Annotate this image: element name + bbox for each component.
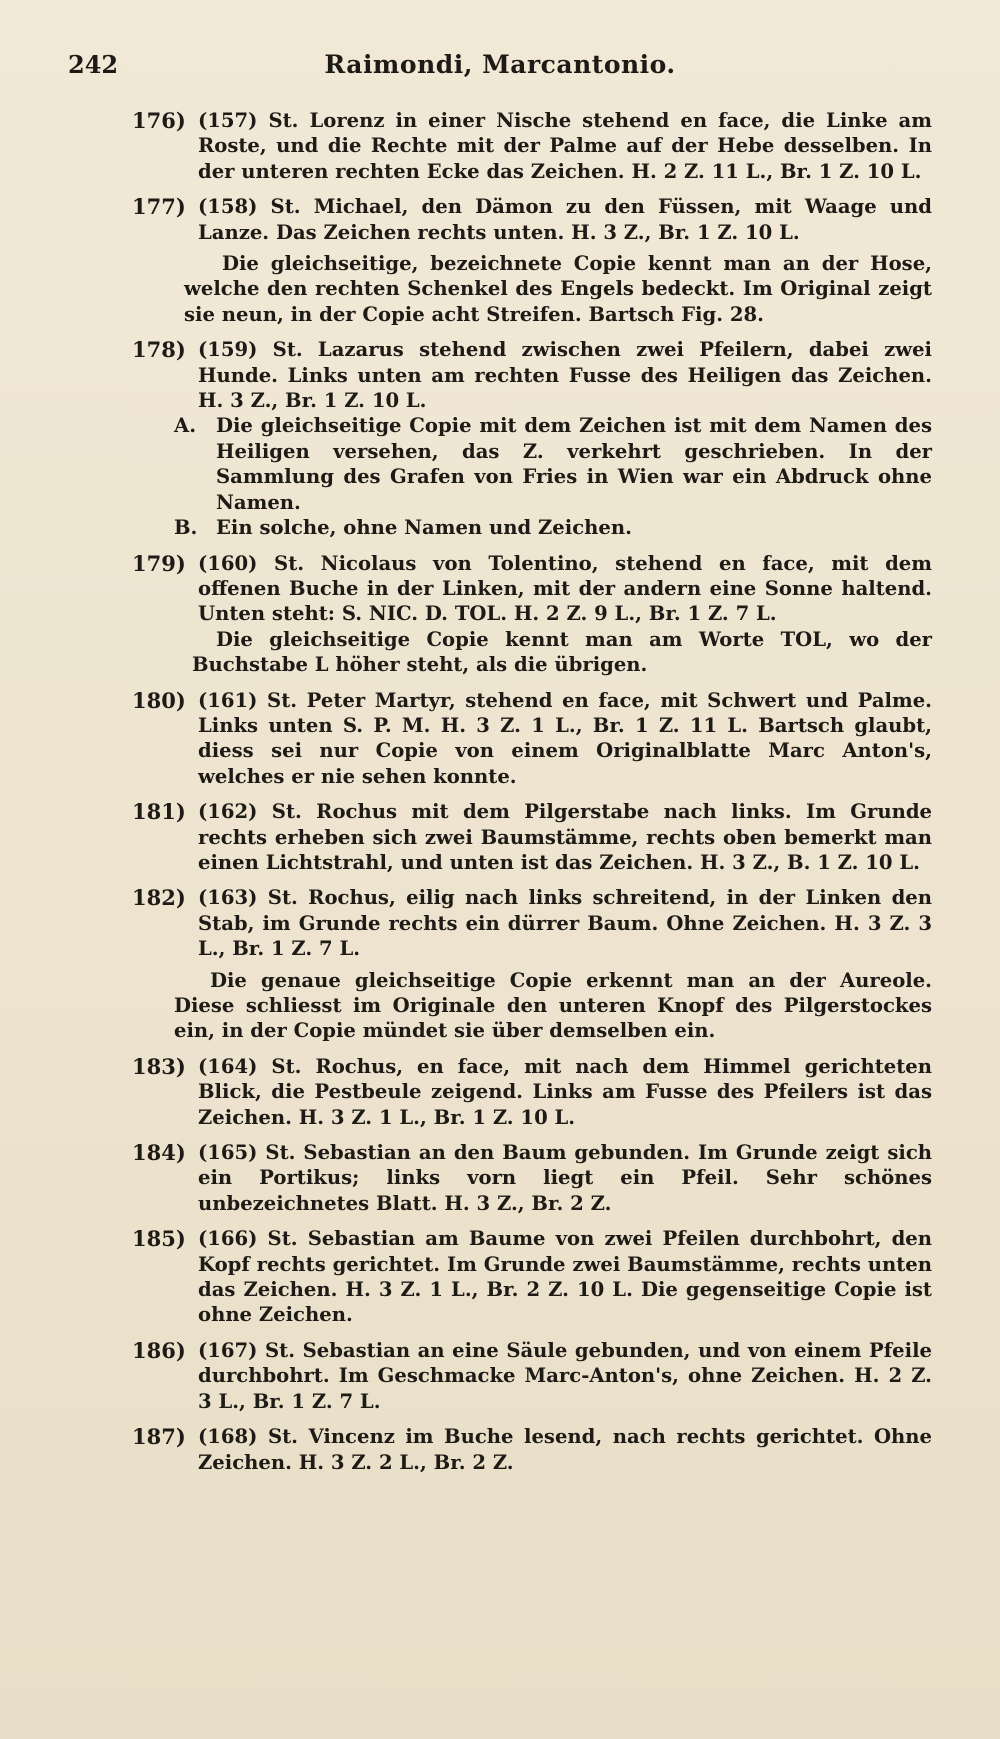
entry-number: 179) <box>132 550 186 576</box>
entry-text: (160) St. Nicolaus von Tolentino, stehend en face, mit dem offenen Buche in der Linken, mit der andern eine Sonne haltend. Unten steht: S. NIC. D. TOL. H. 2 Z. 9 L., Br. 1 Z. 7 L. <box>198 551 932 626</box>
entry-number: 183) <box>132 1053 186 1079</box>
entry-text: (162) St. Rochus mit dem Pilgerstabe nach links. Im Grunde rechts erheben sich zwei Baumstämme, rechts oben bemerkt man einen Lichtstrahl, und unten ist das Zeichen. H. 3 Z., B. 1 Z. 10 L. <box>198 800 932 874</box>
catalogue-entry <box>0 688 1000 790</box>
catalogue-entry <box>0 551 1000 678</box>
entry-text: (166) St. Sebastian am Baume von zwei Pfeilen durchbohrt, den Kopf rechts gerichtet. Im Grunde zwei Baumstämme, rechts unten das Zeichen. H. 3 Z. 1 L., Br. 2 Z. 10 L. Die gegenseitige Copie ist ohne Zeichen. <box>198 1227 932 1327</box>
entry-text: (167) St. Sebastian an eine Säule gebunden, und von einem Pfeile durchbohrt. Im Geschmacke Marc-Anton's, ohne Zeichen. H. 2 Z. 3 L., Br. 1 Z. 7 L. <box>198 1338 932 1413</box>
entry-number: 178) <box>132 337 186 363</box>
entry-text: (158) St. Michael, den Dämon zu den Füssen, mit Waage und Lanze. Das Zeichen rechts unten. H. 3 Z., Br. 1 Z. 10 L. <box>198 195 932 244</box>
entry-note: Die genaue gleichseitige Copie erkennt man an der Aureole. Diese schliesst im Originale den unteren Knopf des Pilgerstockes ein, in der Copie mündet sie über demselben ein. <box>174 968 932 1043</box>
entry-number: 187) <box>132 1424 186 1450</box>
entry-number: 182) <box>132 885 186 911</box>
entry-number: 181) <box>132 799 186 825</box>
variant-label: A. <box>174 414 197 438</box>
entry-text: (161) St. Peter Martyr, stehend en face, mit Schwert und Palme. Links unten S. P. M. H. 3 Z. 1 L., Br. 1 Z. 11 L. Bartsch glaubt, diess sei nur Copie von einem Originalblatte Marc Anton's, welches er nie sehen konnte. <box>198 688 932 788</box>
catalogue-entry <box>0 337 1000 540</box>
entry-text: (165) St. Sebastian an den Baum gebunden. Im Grunde zeigt sich ein Portikus; links vorn liegt ein Pfeil. Sehr schönes unbezeichnetes Blatt. H. 3 Z., Br. 2 Z. <box>198 1141 932 1215</box>
running-title: Raimondi, Marcantonio. <box>324 50 676 79</box>
page-header <box>0 50 1000 90</box>
entry-number: 184) <box>132 1140 186 1166</box>
variant-text: Ein solche, ohne Namen und Zeichen. <box>216 516 632 540</box>
catalogue-entry <box>0 1054 1000 1130</box>
entry-text: (163) St. Rochus, eilig nach links schreitend, in der Linken den Stab, im Grunde rechts ein dürrer Baum. Ohne Zeichen. H. 3 Z. 3 L., Br. 1 Z. 7 L. <box>198 886 932 961</box>
entry-number: 185) <box>132 1226 186 1252</box>
catalogue-entry <box>0 1226 1000 1328</box>
copy-variant <box>174 413 932 515</box>
entry-number: 186) <box>132 1337 186 1363</box>
catalogue-entry <box>0 108 1000 184</box>
entry-text: (168) St. Vincenz im Buche lesend, nach rechts gerichtet. Ohne Zeichen. H. 3 Z. 2 L., Br. 2 Z. <box>198 1425 932 1474</box>
variant-text: Die gleichseitige Copie mit dem Zeichen ist mit dem Namen des Heiligen versehen, das Z. verkehrt geschrieben. In der Sammlung des Grafen von Fries in Wien war ein Abdruck ohne Namen. <box>216 414 932 514</box>
catalogue-entry <box>0 194 1000 327</box>
variant-label: B. <box>174 516 198 540</box>
copy-variant <box>174 515 932 540</box>
entry-number: 180) <box>132 687 186 713</box>
catalogue-entry <box>0 1424 1000 1475</box>
entry-note: Die gleichseitige, bezeichnete Copie kennt man an der Hose, welche den rechten Schenkel des Engels bedeckt. Im Original zeigt sie neun, in der Copie acht Streifen. Bartsch Fig. 28. <box>184 252 932 326</box>
entry-text: (164) St. Rochus, en face, mit nach dem Himmel gerichteten Blick, die Pestbeule zeigend. Links am Fusse des Pfeilers ist das Zeichen. H. 3 Z. 1 L., Br. 1 Z. 10 L. <box>198 1054 932 1129</box>
catalogue-entry <box>0 1338 1000 1414</box>
catalogue-entry <box>0 885 1000 1043</box>
entry-text: (159) St. Lazarus stehend zwischen zwei Pfeilern, dabei zwei Hunde. Links unten am rechten Fusse des Heiligen das Zeichen. H. 3 Z., Br. 1 Z. 10 L. <box>198 338 932 413</box>
page-number: 242 <box>68 50 119 79</box>
entry-note: Die gleichseitige Copie kennt man am Worte TOL, wo der Buchstabe L höher steht, als die übrigen. <box>192 627 932 677</box>
entry-number: 177) <box>132 194 186 220</box>
catalogue-entry <box>0 799 1000 875</box>
entry-number: 176) <box>132 108 186 133</box>
catalogue-entries <box>0 108 1000 1485</box>
entry-text: (157) St. Lorenz in einer Nische stehend en face, die Linke am Roste, und die Rechte mit der Palme auf der Hebe desselben. In der unteren rechten Ecke das Zeichen. H. 2 Z. 11 L., Br. 1 Z. 10 L. <box>198 109 932 183</box>
catalogue-entry <box>0 1140 1000 1216</box>
